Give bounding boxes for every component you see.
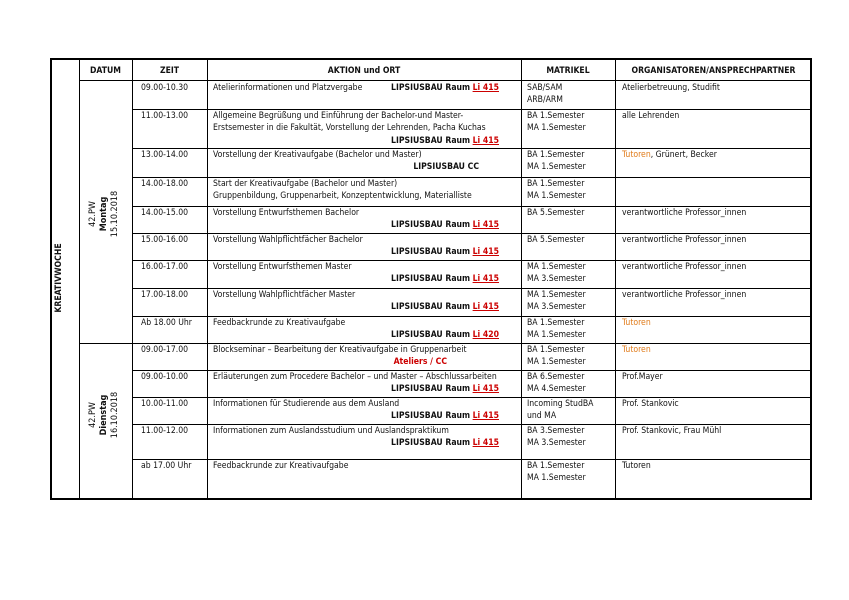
col-divider [132, 58, 133, 500]
matrikel-cell: BA 1.Semester MA 1.Semester [527, 345, 586, 368]
orga-cell: verantwortliche Professor_innen [622, 235, 747, 245]
matrikel-cell: BA 5.Semester [527, 235, 585, 245]
action-cell: Feedbackrunde zur Kreativaufgabe [213, 461, 349, 471]
week-label: 42.PW [88, 402, 98, 428]
week-label: 42.PW [88, 201, 98, 227]
action-cell: Feedbackrunde zu Kreativaufgabe LIPSIUSBAU Raum Li 420 [213, 318, 499, 341]
room-link[interactable]: Li 415 [472, 83, 499, 93]
action-cell: Blockseminar – Bearbeitung der Kreativaufgabe in Gruppenarbeit Ateliers / CC [213, 345, 467, 368]
action-cell: Vorstellung Wahlpflichtfächer Master LIPSIUSBAU Raum Li 415 [213, 290, 499, 313]
date-label: 15.10.2018 [110, 190, 120, 238]
matrikel-cell: BA 6.Semester MA 4.Semester [527, 372, 586, 395]
orga-cell: Prof.Mayer [622, 372, 663, 382]
room-link[interactable]: Li 415 [472, 247, 499, 258]
time-cell: 09.00-10.30 [141, 83, 189, 93]
matrikel-cell: BA 1.Semester MA 1.Semester [527, 179, 586, 202]
orga-cell: verantwortliche Professor_innen [622, 290, 747, 300]
matrikel-cell: BA 3.Semester MA 3.Semester [527, 426, 586, 449]
orga-cell: verantwortliche Professor_innen [622, 208, 747, 218]
time-cell: 13.00-14.00 [141, 150, 189, 160]
matrikel-cell: SAB/SAM ARB/ARM [527, 83, 563, 106]
room-link[interactable]: Li 415 [472, 135, 499, 146]
room-link[interactable]: Li 415 [472, 438, 499, 449]
time-cell: 11.00-13.00 [141, 111, 189, 121]
matrikel-cell: MA 1.Semester MA 3.Semester [527, 262, 586, 285]
action-cell: Erläuterungen zum Procedere Bachelor – und Master – Abschlussarbeiten LIPSIUSBAU Raum Li 415 [213, 372, 499, 395]
header-zeit: ZEIT [159, 66, 180, 76]
orga-cell: alle Lehrenden [622, 111, 680, 121]
time-cell: 09.00-10.00 [141, 372, 189, 382]
matrikel-cell: BA 5.Semester [527, 208, 585, 218]
orga-cell: verantwortliche Professor_innen [622, 262, 747, 272]
orga-cell: Tutoren, Grünert, Becker [622, 150, 717, 160]
orga-cell: Tutoren [622, 318, 651, 328]
matrikel-cell: MA 1.Semester MA 3.Semester [527, 290, 586, 313]
action-text: Atelierinformationen und Platzvergabe [213, 83, 363, 93]
day-label-dienstag [88, 365, 124, 465]
time-cell: 09.00-17.00 [141, 345, 189, 355]
time-cell: 11.00-12.00 [141, 426, 189, 436]
kreativwoche-label: KREATIVWOCHE [54, 243, 64, 313]
time-cell: 10.00-11.00 [141, 399, 189, 409]
action-cell: Start der Kreativaufgabe (Bachelor und Master) Gruppenbildung, Gruppenarbeit, Konzeptentwicklung, Materialliste [213, 179, 472, 202]
action-cell: Vorstellung Wahlpflichtfächer Bachelor LIPSIUSBAU Raum Li 415 [213, 235, 499, 258]
col-divider [79, 58, 80, 500]
action-cell: Vorstellung Entwurfsthemen Bachelor LIPSIUSBAU Raum Li 415 [213, 208, 499, 231]
action-cell: Vorstellung der Kreativaufgabe (Bachelor und Master) LIPSIUSBAU CC [213, 150, 479, 173]
action-cell: Vorstellung Entwurfsthemen Master LIPSIUSBAU Raum Li 415 [213, 262, 499, 285]
place-text: LIPSIUSBAU Raum [391, 83, 471, 93]
time-cell: ab 17.00 Uhr [141, 461, 192, 471]
weekday-label: Dienstag [99, 394, 109, 436]
matrikel-cell: Incoming StudBA und MA [527, 399, 594, 422]
time-cell: 14.00-15.00 [141, 208, 189, 218]
time-cell: 16.00-17.00 [141, 262, 189, 272]
orga-cell: Tutoren [622, 461, 651, 471]
header-organisatoren: ORGANISATOREN/ANSPRECHPARTNER [631, 66, 796, 76]
orga-cell: Prof. Stankovic, Frau Mühl [622, 426, 722, 436]
date-label: 16.10.2018 [110, 391, 120, 439]
header-matrikel: MATRIKEL [546, 66, 590, 76]
orga-cell: Prof. Stankovic [622, 399, 679, 409]
time-cell: 17.00-18.00 [141, 290, 189, 300]
room-link[interactable]: Li 415 [472, 302, 499, 313]
time-cell: Ab 18.00 Uhr [141, 318, 192, 328]
col-divider [615, 58, 616, 500]
action-cell [213, 82, 519, 94]
header-aktion: AKTION und ORT [327, 66, 401, 76]
time-cell: 14.00-18.00 [141, 179, 189, 189]
matrikel-cell: BA 1.Semester MA 1.Semester [527, 461, 586, 484]
header-datum: DATUM [90, 66, 121, 76]
room-link[interactable]: Li 415 [472, 411, 499, 422]
orga-cell: Atelierbetreuung, Studifit [622, 83, 720, 93]
matrikel-cell: BA 1.Semester MA 1.Semester [527, 318, 586, 341]
col-divider [521, 58, 522, 500]
room-link[interactable]: Li 415 [472, 384, 499, 395]
time-cell: 15.00-16.00 [141, 235, 189, 245]
room-link[interactable]: Li 415 [472, 220, 499, 231]
header-divider [79, 80, 812, 81]
action-cell: Informationen zum Auslandsstudium und Auslandspraktikum LIPSIUSBAU Raum Li 415 [213, 426, 499, 449]
action-cell: Informationen für Studierende aus dem Ausland LIPSIUSBAU Raum Li 415 [213, 399, 499, 422]
room-link[interactable]: Li 415 [472, 274, 499, 285]
weekday-label: Montag [99, 196, 109, 232]
matrikel-cell: BA 1.Semester MA 1.Semester [527, 111, 586, 134]
room-link[interactable]: Li 420 [472, 330, 499, 341]
action-cell: Allgemeine Begrüßung und Einführung der Bachelor-und Master- Erstsemester in die Fakultät, Vorstellung der Lehrenden, Pacha Kuchas LIPSIUSBAU Raum Li 415 [213, 111, 499, 146]
day-label-montag [88, 164, 124, 264]
col-divider [207, 58, 208, 500]
matrikel-cell: BA 1.Semester MA 1.Semester [527, 150, 586, 173]
orga-cell: Tutoren [622, 345, 651, 355]
